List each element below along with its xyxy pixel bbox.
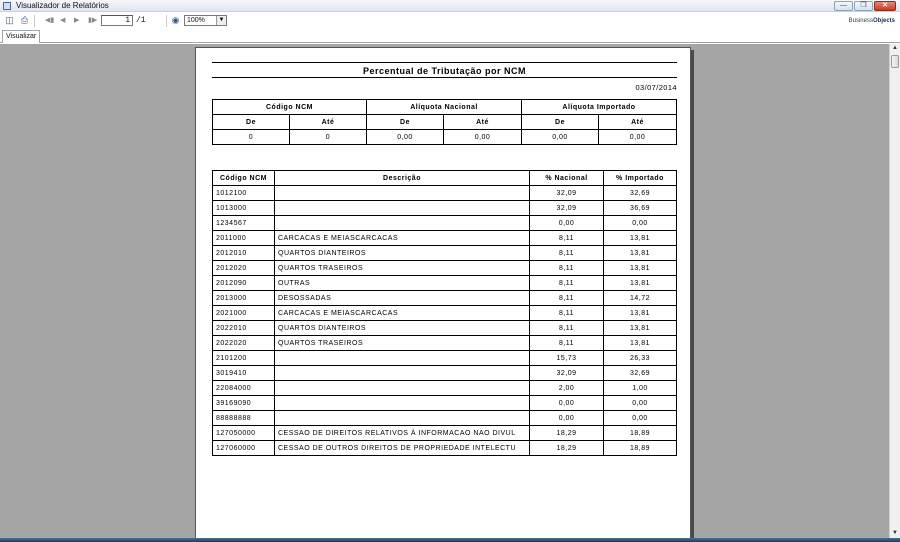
cell-ncm: 1012100 [213,186,275,201]
cell-ncm: 2011000 [213,231,275,246]
filter-sub-header: De [522,115,599,130]
title-rule [212,77,677,78]
cell-nacional: 8,11 [530,336,604,351]
filter-sub-header: Até [290,115,367,130]
last-page-icon[interactable]: ▮▶ [88,17,98,24]
cell-descricao: CESSAO DE DIREITOS RELATIVOS À INFORMACAO NAO DIVUL [275,426,530,441]
cell-ncm: 127060000 [213,441,275,456]
zoom-value: 100% [187,17,205,24]
cell-importado: 0,00 [604,411,677,426]
cell-nacional: 8,11 [530,321,604,336]
cell-importado: 0,00 [604,396,677,411]
cell-ncm: 39169090 [213,396,275,411]
cell-nacional: 32,09 [530,366,604,381]
toolbar-separator [166,15,167,27]
report-viewer [0,44,889,538]
filter-sub-header-row [213,115,677,130]
filter-header-importado: Alíquota Importado [522,100,677,115]
cell-ncm: 2101200 [213,351,275,366]
app-window-icon [3,2,11,10]
filter-header-ncm: Código NCM [213,100,367,115]
cell-importado: 14,72 [604,291,677,306]
cell-ncm: 3019410 [213,366,275,381]
window-title: Visualizador de Relatórios [16,1,109,10]
title-bar [0,0,900,12]
filter-value: 0 [290,130,367,145]
cell-importado: 18,89 [604,441,677,456]
cell-ncm: 1013000 [213,201,275,216]
chevron-down-icon[interactable]: ▼ [216,16,226,25]
column-header-descricao: Descrição [275,171,530,186]
table-row [213,441,677,456]
filter-header-nacional: Alíquota Nacional [367,100,522,115]
cell-nacional: 18,29 [530,441,604,456]
filter-value: 0,00 [367,130,444,145]
cell-descricao: CESSAO DE OUTROS DIREITOS DE PROPRIEDADE INTELECTU [275,441,530,456]
toolbar [0,12,900,30]
cell-descricao [275,186,530,201]
report-title: Percentual de Tributação por NCM [362,66,527,76]
cell-descricao [275,201,530,216]
table-row [213,366,677,381]
table-row [213,201,677,216]
cell-importado: 36,69 [604,201,677,216]
column-header-nacional: % Nacional [530,171,604,186]
filter-value: 0,00 [599,130,677,145]
filter-value: 0 [213,130,290,145]
businessobjects-logo: BusinessObjects [848,18,895,24]
minimize-button[interactable]: — [834,1,853,11]
report-page [195,47,691,538]
cell-descricao [275,216,530,231]
cell-importado: 0,00 [604,216,677,231]
filter-table [212,99,677,145]
table-row [213,276,677,291]
filter-sub-header: De [213,115,290,130]
cell-importado: 13,81 [604,321,677,336]
page-total: /1 [136,16,146,25]
table-row [213,291,677,306]
cell-nacional: 18,29 [530,426,604,441]
cell-nacional: 2,00 [530,381,604,396]
maximize-button[interactable]: ❐ [854,1,873,11]
cell-importado: 13,81 [604,306,677,321]
table-row [213,246,677,261]
cell-descricao: QUARTOS DIANTEIROS [275,246,530,261]
cell-ncm: 2021000 [213,306,275,321]
view-tabs [0,30,900,43]
cell-nacional: 8,11 [530,246,604,261]
column-header-importado: % Importado [604,171,677,186]
ncm-table-header-row [213,171,677,186]
vertical-scrollbar[interactable] [889,44,900,538]
table-row [213,216,677,231]
cell-importado: 32,69 [604,366,677,381]
cell-descricao [275,366,530,381]
cell-nacional: 32,09 [530,201,604,216]
filter-values-row [213,130,677,145]
filter-group-header-row [213,100,677,115]
table-row [213,321,677,336]
cell-descricao: CARCACAS E MEIASCARCACAS [275,231,530,246]
zoom-select[interactable] [184,15,227,26]
cell-ncm: 2012020 [213,261,275,276]
cell-ncm: 1234567 [213,216,275,231]
cell-descricao: QUARTOS DIANTEIROS [275,321,530,336]
cell-importado: 18,89 [604,426,677,441]
cell-nacional: 8,11 [530,261,604,276]
cell-descricao: OUTRAS [275,276,530,291]
cell-ncm: 2022020 [213,336,275,351]
cell-descricao [275,381,530,396]
cell-ncm: 127050000 [213,426,275,441]
tab-visualizar[interactable]: Visualizar [2,30,40,43]
previous-page-icon[interactable]: ◀ [60,17,66,24]
filter-sub-header: Até [444,115,522,130]
window-controls [834,1,896,11]
cell-descricao: QUARTOS TRASEIROS [275,261,530,276]
scroll-thumb[interactable] [891,55,899,68]
cell-importado: 26,33 [604,351,677,366]
cell-importado: 13,81 [604,246,677,261]
cell-nacional: 0,00 [530,396,604,411]
cell-ncm: 2012090 [213,276,275,291]
toolbar-separator [34,15,35,27]
filter-sub-header: Até [599,115,677,130]
cell-nacional: 0,00 [530,216,604,231]
cell-nacional: 8,11 [530,276,604,291]
scroll-down-icon[interactable]: ▼ [892,530,898,536]
top-rule [212,62,677,63]
export-icon[interactable]: ◫ [5,15,14,25]
table-row [213,411,677,426]
page-number-input[interactable]: 1 [101,15,133,26]
cell-ncm: 2022010 [213,321,275,336]
table-row [213,381,677,396]
ncm-table [212,170,677,456]
cell-importado: 13,81 [604,336,677,351]
cell-nacional: 8,11 [530,291,604,306]
cell-descricao: CARCACAS E MEIASCARCACAS [275,306,530,321]
cell-descricao: QUARTOS TRASEIROS [275,336,530,351]
cell-importado: 32,69 [604,186,677,201]
table-row [213,396,677,411]
cell-ncm: 22084000 [213,381,275,396]
cell-nacional: 0,00 [530,411,604,426]
filter-sub-header: De [367,115,444,130]
close-button[interactable]: ✕ [874,1,896,11]
cell-importado: 13,81 [604,231,677,246]
table-row [213,351,677,366]
filter-value: 0,00 [522,130,599,145]
taskbar [0,538,900,542]
table-row [213,261,677,276]
cell-descricao [275,351,530,366]
next-page-icon[interactable]: ▶ [74,17,80,24]
cell-nacional: 8,11 [530,231,604,246]
table-row [213,186,677,201]
filter-value: 0,00 [444,130,522,145]
cell-importado: 13,81 [604,276,677,291]
cell-importado: 1,00 [604,381,677,396]
first-page-icon[interactable]: ◀▮ [45,17,55,24]
cell-ncm: 2012010 [213,246,275,261]
cell-importado: 13,81 [604,261,677,276]
table-row [213,336,677,351]
report-date: 03/07/2014 [635,83,677,92]
table-row [213,231,677,246]
search-binoculars-icon[interactable]: ◉ [171,15,180,25]
cell-nacional: 32,09 [530,186,604,201]
cell-descricao: DESOSSADAS [275,291,530,306]
cell-nacional: 8,11 [530,306,604,321]
cell-descricao [275,396,530,411]
table-row [213,426,677,441]
scroll-up-icon[interactable]: ▲ [892,45,898,51]
table-row [213,306,677,321]
cell-ncm: 2013000 [213,291,275,306]
column-header-ncm: Código NCM [213,171,275,186]
cell-ncm: 88888888 [213,411,275,426]
cell-nacional: 15,73 [530,351,604,366]
print-icon[interactable]: ⎙ [20,15,29,25]
ncm-table-body [213,186,677,456]
cell-descricao [275,411,530,426]
